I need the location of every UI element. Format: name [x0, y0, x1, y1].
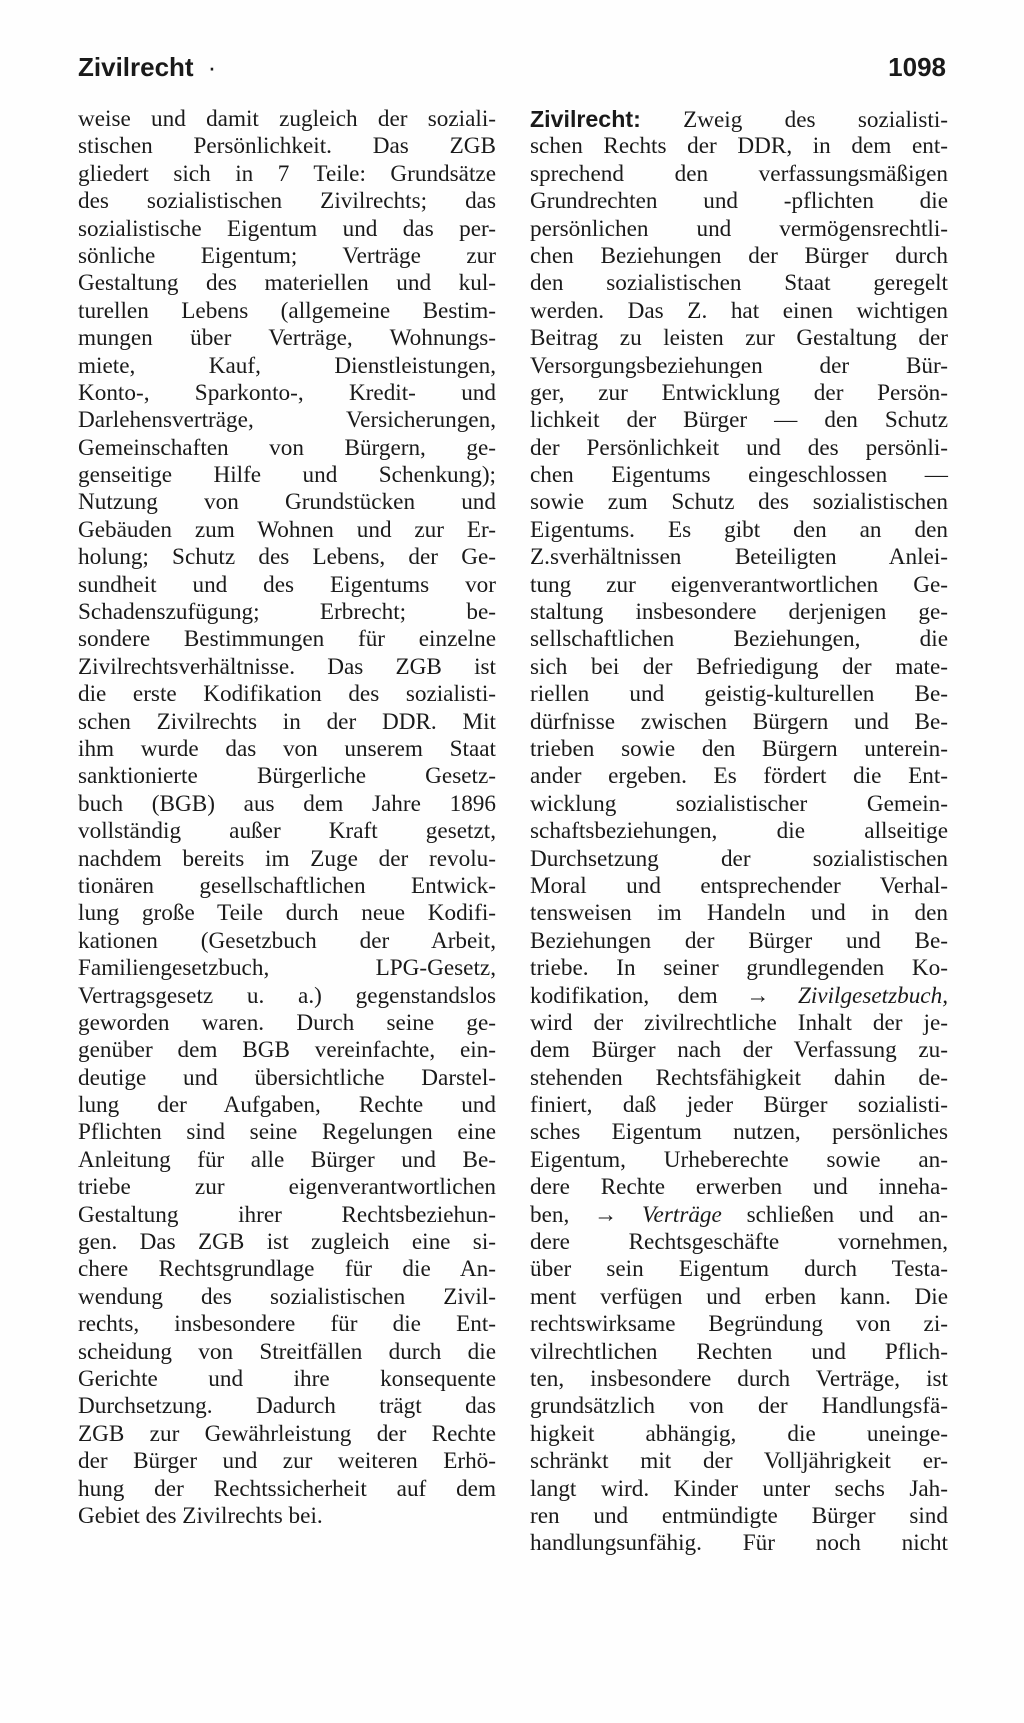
text-line: ment verfügen und erben kann. Die [530, 1283, 948, 1310]
text-line: sönliche Eigentum; Verträge zur [78, 242, 496, 269]
text-line: finiert, daß jeder Bürger sozialisti- [530, 1092, 948, 1119]
entry-headword: Zivilrecht: [530, 106, 641, 132]
text-line: geworden waren. Durch seine ge- [78, 1009, 496, 1036]
cross-reference-tail: schließen und an- [721, 1201, 949, 1228]
text-line: der Persönlichkeit und des persönli- [530, 434, 948, 461]
text-line: gen. Das ZGB ist zugleich eine si- [78, 1229, 496, 1256]
text-line: die erste Kodifikation des sozialisti- [78, 681, 496, 708]
text-line: schen Rechts der DDR, in dem ent- [530, 133, 948, 160]
text-line: scheidung von Streitfällen durch die [78, 1338, 496, 1365]
right-column [530, 106, 948, 1558]
text-line: Schadenszufügung; Erbrecht; be- [78, 599, 496, 626]
text-line: Durchsetzung der sozialistischen [530, 845, 948, 872]
text-line: ZGB zur Gewährleistung der Rechte [78, 1420, 496, 1447]
text-line: mungen über Verträge, Wohnungs- [78, 325, 496, 352]
text-line: lung große Teile durch neue Kodifi- [78, 900, 496, 927]
text-line: den sozialistischen Staat geregelt [530, 270, 948, 297]
text-line: miete, Kauf, Dienstleistungen, [78, 352, 496, 379]
text-line: sanktionierte Bürgerliche Gesetz- [78, 763, 496, 790]
text-line: genseitige Hilfe und Schenkung); [78, 462, 496, 489]
text-line: sondere Bestimmungen für einzelne [78, 626, 496, 653]
text-line: sellschaftlichen Beziehungen, die [530, 626, 948, 653]
text-line: Familiengesetzbuch, LPG-Gesetz, [78, 955, 496, 982]
text-line: Gebiet des Zivilrechts bei. [78, 1502, 323, 1529]
text-line: riellen und geistig-kulturellen Be- [530, 681, 948, 708]
text-line: wird der zivilrechtliche Inhalt der je- [530, 1009, 948, 1036]
page-number: 1098 [888, 52, 946, 82]
text-line: dem Bürger nach der Verfassung zu- [530, 1037, 948, 1064]
text-line: sundheit und des Eigentums vor [78, 571, 496, 598]
text-line: deutige und übersichtliche Darstel- [78, 1064, 496, 1091]
cross-reference-line [530, 1202, 948, 1229]
text-line: wicklung sozialistischer Gemein- [530, 790, 948, 817]
text-line: Gemeinschaften von Bürgern, ge- [78, 434, 496, 461]
text-line: langt wird. Kinder unter sechs Jah- [530, 1475, 948, 1502]
text-line: sprechend den verfassungsmäßigen [530, 160, 948, 187]
text-line: schaftsbeziehungen, die allseitige [530, 818, 948, 845]
text-line: Nutzung von Grundstücken und [78, 489, 496, 516]
text-line: Moral und entsprechender Verhal- [530, 872, 948, 899]
cross-reference-line [530, 983, 948, 1010]
text-line: Gebäuden zum Wohnen und zur Er- [78, 516, 496, 543]
text-line: lichkeit der Bürger — den Schutz [530, 407, 948, 434]
text-line: turellen Lebens (allgemeine Bestim- [78, 297, 496, 324]
text-line: Darlehensverträge, Versicherungen, [78, 407, 496, 434]
text-line: chen Beziehungen der Bürger durch [530, 242, 948, 269]
text-line: gliedert sich in 7 Teile: Grundsätze [78, 160, 496, 187]
text-line: Zivilrechtsverhältnisse. Das ZGB ist [78, 653, 496, 680]
text-line: Eigentum, Urheberechte sowie an- [530, 1146, 948, 1173]
text-line: Gestaltung des materiellen und kul- [78, 270, 496, 297]
text-line: holung; Schutz des Lebens, der Ge- [78, 544, 496, 571]
text-line: rechts, insbesondere für die Ent- [78, 1311, 496, 1338]
text-line: über sein Eigentum durch Testa- [530, 1256, 948, 1283]
cross-reference-vertraege[interactable]: Verträge [641, 1201, 722, 1228]
text-line: nachdem bereits im Zuge der revolu- [78, 845, 496, 872]
entry-first-line-text: Zweig des sozialisti- [640, 107, 948, 133]
text-line: Vertragsgesetz u. a.) gegenstandslos [78, 982, 496, 1009]
entry-first-line [530, 106, 948, 133]
text-line: Konto-, Sparkonto-, Kredit- und [78, 379, 496, 406]
text-line: tung zur eigenverantwortlichen Ge- [530, 571, 948, 598]
section-title-header [78, 52, 216, 83]
text-line: ren und entmündigte Bürger sind [530, 1502, 948, 1529]
text-line: chere Rechtsgrundlage für die An- [78, 1256, 496, 1283]
arrow-right-icon: → [746, 982, 770, 1009]
cross-reference-zivilgesetzbuch[interactable]: Zivilgesetzbuch, [797, 982, 948, 1009]
text-line: buch (BGB) aus dem Jahre 1896 [78, 790, 496, 817]
cross-reference-lead: ben, [530, 1201, 595, 1228]
text-line: der Bürger und zur weiteren Erhö- [78, 1448, 496, 1475]
cross-reference-lead: kodifikation, dem [530, 982, 747, 1009]
section-title: Zivilrecht [78, 52, 194, 82]
text-line: werden. Das Z. hat einen wichtigen [530, 297, 948, 324]
text-line: dürfnisse zwischen Bürgern und Be- [530, 708, 948, 735]
text-line: Durchsetzung. Dadurch trägt das [78, 1393, 496, 1420]
text-line: Pflichten sind seine Regelungen eine [78, 1119, 496, 1146]
text-line: sich bei der Befriedigung der mate- [530, 653, 948, 680]
text-line: vollständig außer Kraft gesetzt, [78, 818, 496, 845]
text-line: stehenden Rechtsfähigkeit dahin de- [530, 1064, 948, 1091]
text-line: rechtswirksame Begründung von zi- [530, 1311, 948, 1338]
text-line: ten, insbesondere durch Verträge, ist [530, 1365, 948, 1392]
text-line: ihm wurde das von unserem Staat [78, 735, 496, 762]
text-line: Z.sverhältnissen Beteiligten Anlei- [530, 544, 948, 571]
text-line: kationen (Gesetzbuch der Arbeit, [78, 927, 496, 954]
text-line: tensweisen im Handeln und in den [530, 900, 948, 927]
text-line: triebe zur eigenverantwortlichen [78, 1174, 496, 1201]
text-line: Grundrechten und -pflichten die [530, 188, 948, 215]
text-line: wendung des sozialistischen Zivil- [78, 1283, 496, 1310]
text-line: des sozialistischen Zivilrechts; das [78, 188, 496, 215]
text-line: hung der Rechtssicherheit auf dem [78, 1475, 496, 1502]
text-line: trieben sowie den Bürgern unterein- [530, 735, 948, 762]
text-line: triebe. In seiner grundlegenden Ko- [530, 955, 948, 982]
text-line: sches Eigentum nutzen, persönliches [530, 1119, 948, 1146]
text-line: vilrechtlichen Rechten und Pflich- [530, 1338, 948, 1365]
text-line: staltung insbesondere derjenigen ge- [530, 599, 948, 626]
text-line: tionären gesellschaftlichen Entwick- [78, 872, 496, 899]
text-line: Eigentums. Es gibt den an den [530, 516, 948, 543]
text-line: ger, zur Entwicklung der Persön- [530, 379, 948, 406]
text-line: Gestaltung ihrer Rechtsbeziehun- [78, 1201, 496, 1228]
text-line: sowie zum Schutz des sozialistischen [530, 489, 948, 516]
text-line: sozialistische Eigentum und das per- [78, 215, 496, 242]
arrow-right-icon: → [594, 1201, 618, 1228]
text-line: schen Zivilrechts in der DDR. Mit [78, 708, 496, 735]
running-head [78, 52, 946, 88]
text-line: grundsätzlich von der Handlungsfä- [530, 1393, 948, 1420]
text-line: stischen Persönlichkeit. Das ZGB [78, 133, 496, 160]
text-line: dere Rechtsgeschäfte vornehmen, [530, 1229, 948, 1256]
text-line: Beitrag zu leisten zur Gestaltung der [530, 325, 948, 352]
text-line: schränkt mit der Volljährigkeit er- [530, 1448, 948, 1475]
text-line: handlungsunfähig. Für noch nicht [530, 1530, 948, 1557]
text-line: Anleitung für alle Bürger und Be- [78, 1146, 496, 1173]
text-line: weise und damit zugleich der soziali- [78, 106, 496, 132]
text-line: dere Rechte erwerben und inneha- [530, 1174, 948, 1201]
header-separator: · [207, 52, 217, 82]
text-line: genüber dem BGB vereinfachte, ein- [78, 1037, 496, 1064]
text-line: lung der Aufgaben, Rechte und [78, 1092, 496, 1119]
text-line: Beziehungen der Bürger und Be- [530, 927, 948, 954]
text-line: persönlichen und vermögensrechtli- [530, 215, 948, 242]
left-column [78, 106, 496, 1530]
text-line: chen Eigentums eingeschlossen — [530, 462, 948, 489]
text-line: Gerichte und ihre konsequente [78, 1365, 496, 1392]
text-line: higkeit abhängig, die uneinge- [530, 1420, 948, 1447]
text-line: Versorgungsbeziehungen der Bür- [530, 352, 948, 379]
text-line: ander ergeben. Es fördert die Ent- [530, 763, 948, 790]
